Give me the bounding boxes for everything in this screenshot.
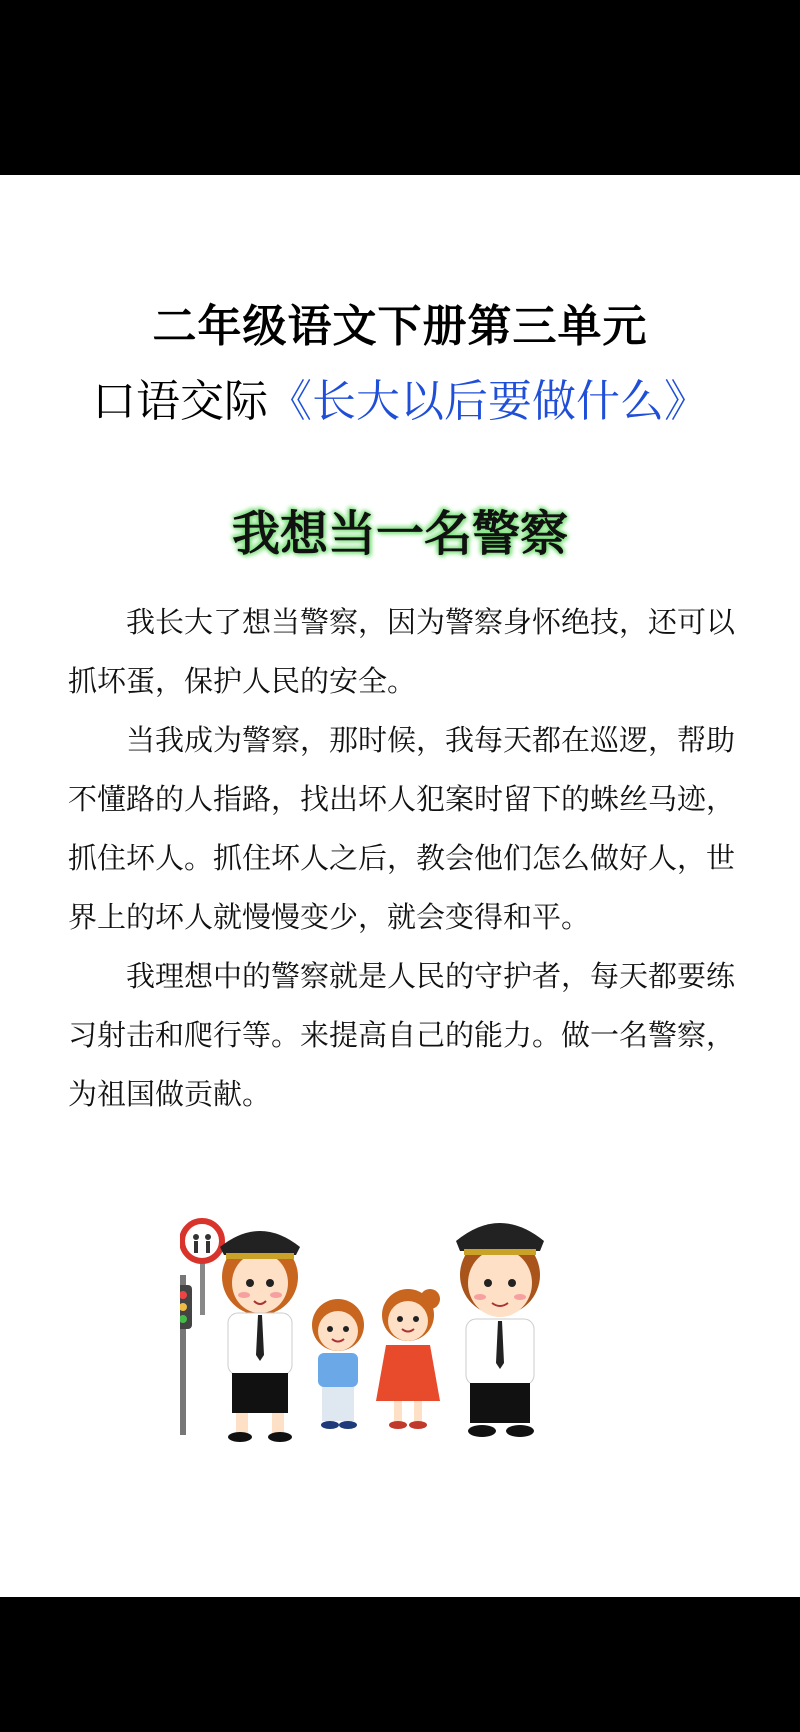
page-sheet [0, 175, 800, 1597]
essay-paragraph-1: 我长大了想当警察，因为警察身怀绝技，还可以抓坏蛋，保护人民的安全。 [68, 605, 736, 698]
topic-prefix: 口语交际 [92, 376, 268, 427]
topic-book-title: 《长大以后要做什么》 [268, 376, 708, 427]
essay-body [68, 593, 740, 1124]
police-family-icon [180, 1205, 600, 1455]
essay-paragraph-2: 当我成为警察，那时候，我每天都在巡逻，帮助不懂路的人指路，找出坏人犯案时留下的蛛丝马迹，抓住坏人。抓住坏人之后，教会他们怎么做好人，世界上的坏人就慢慢变少，就会变得和平。 [68, 723, 736, 934]
topic-title [0, 365, 800, 429]
top-black-bar [0, 0, 800, 175]
bottom-black-bar [0, 1597, 800, 1732]
essay-paragraph-3: 我理想中的警察就是人民的守护者，每天都要练习射击和爬行等。来提高自己的能力。做一名警察，为祖国做贡献。 [68, 959, 736, 1111]
unit-title: 二年级语文下册第三单元 [152, 301, 648, 352]
essay-title: 我想当一名警察 [231, 506, 568, 562]
